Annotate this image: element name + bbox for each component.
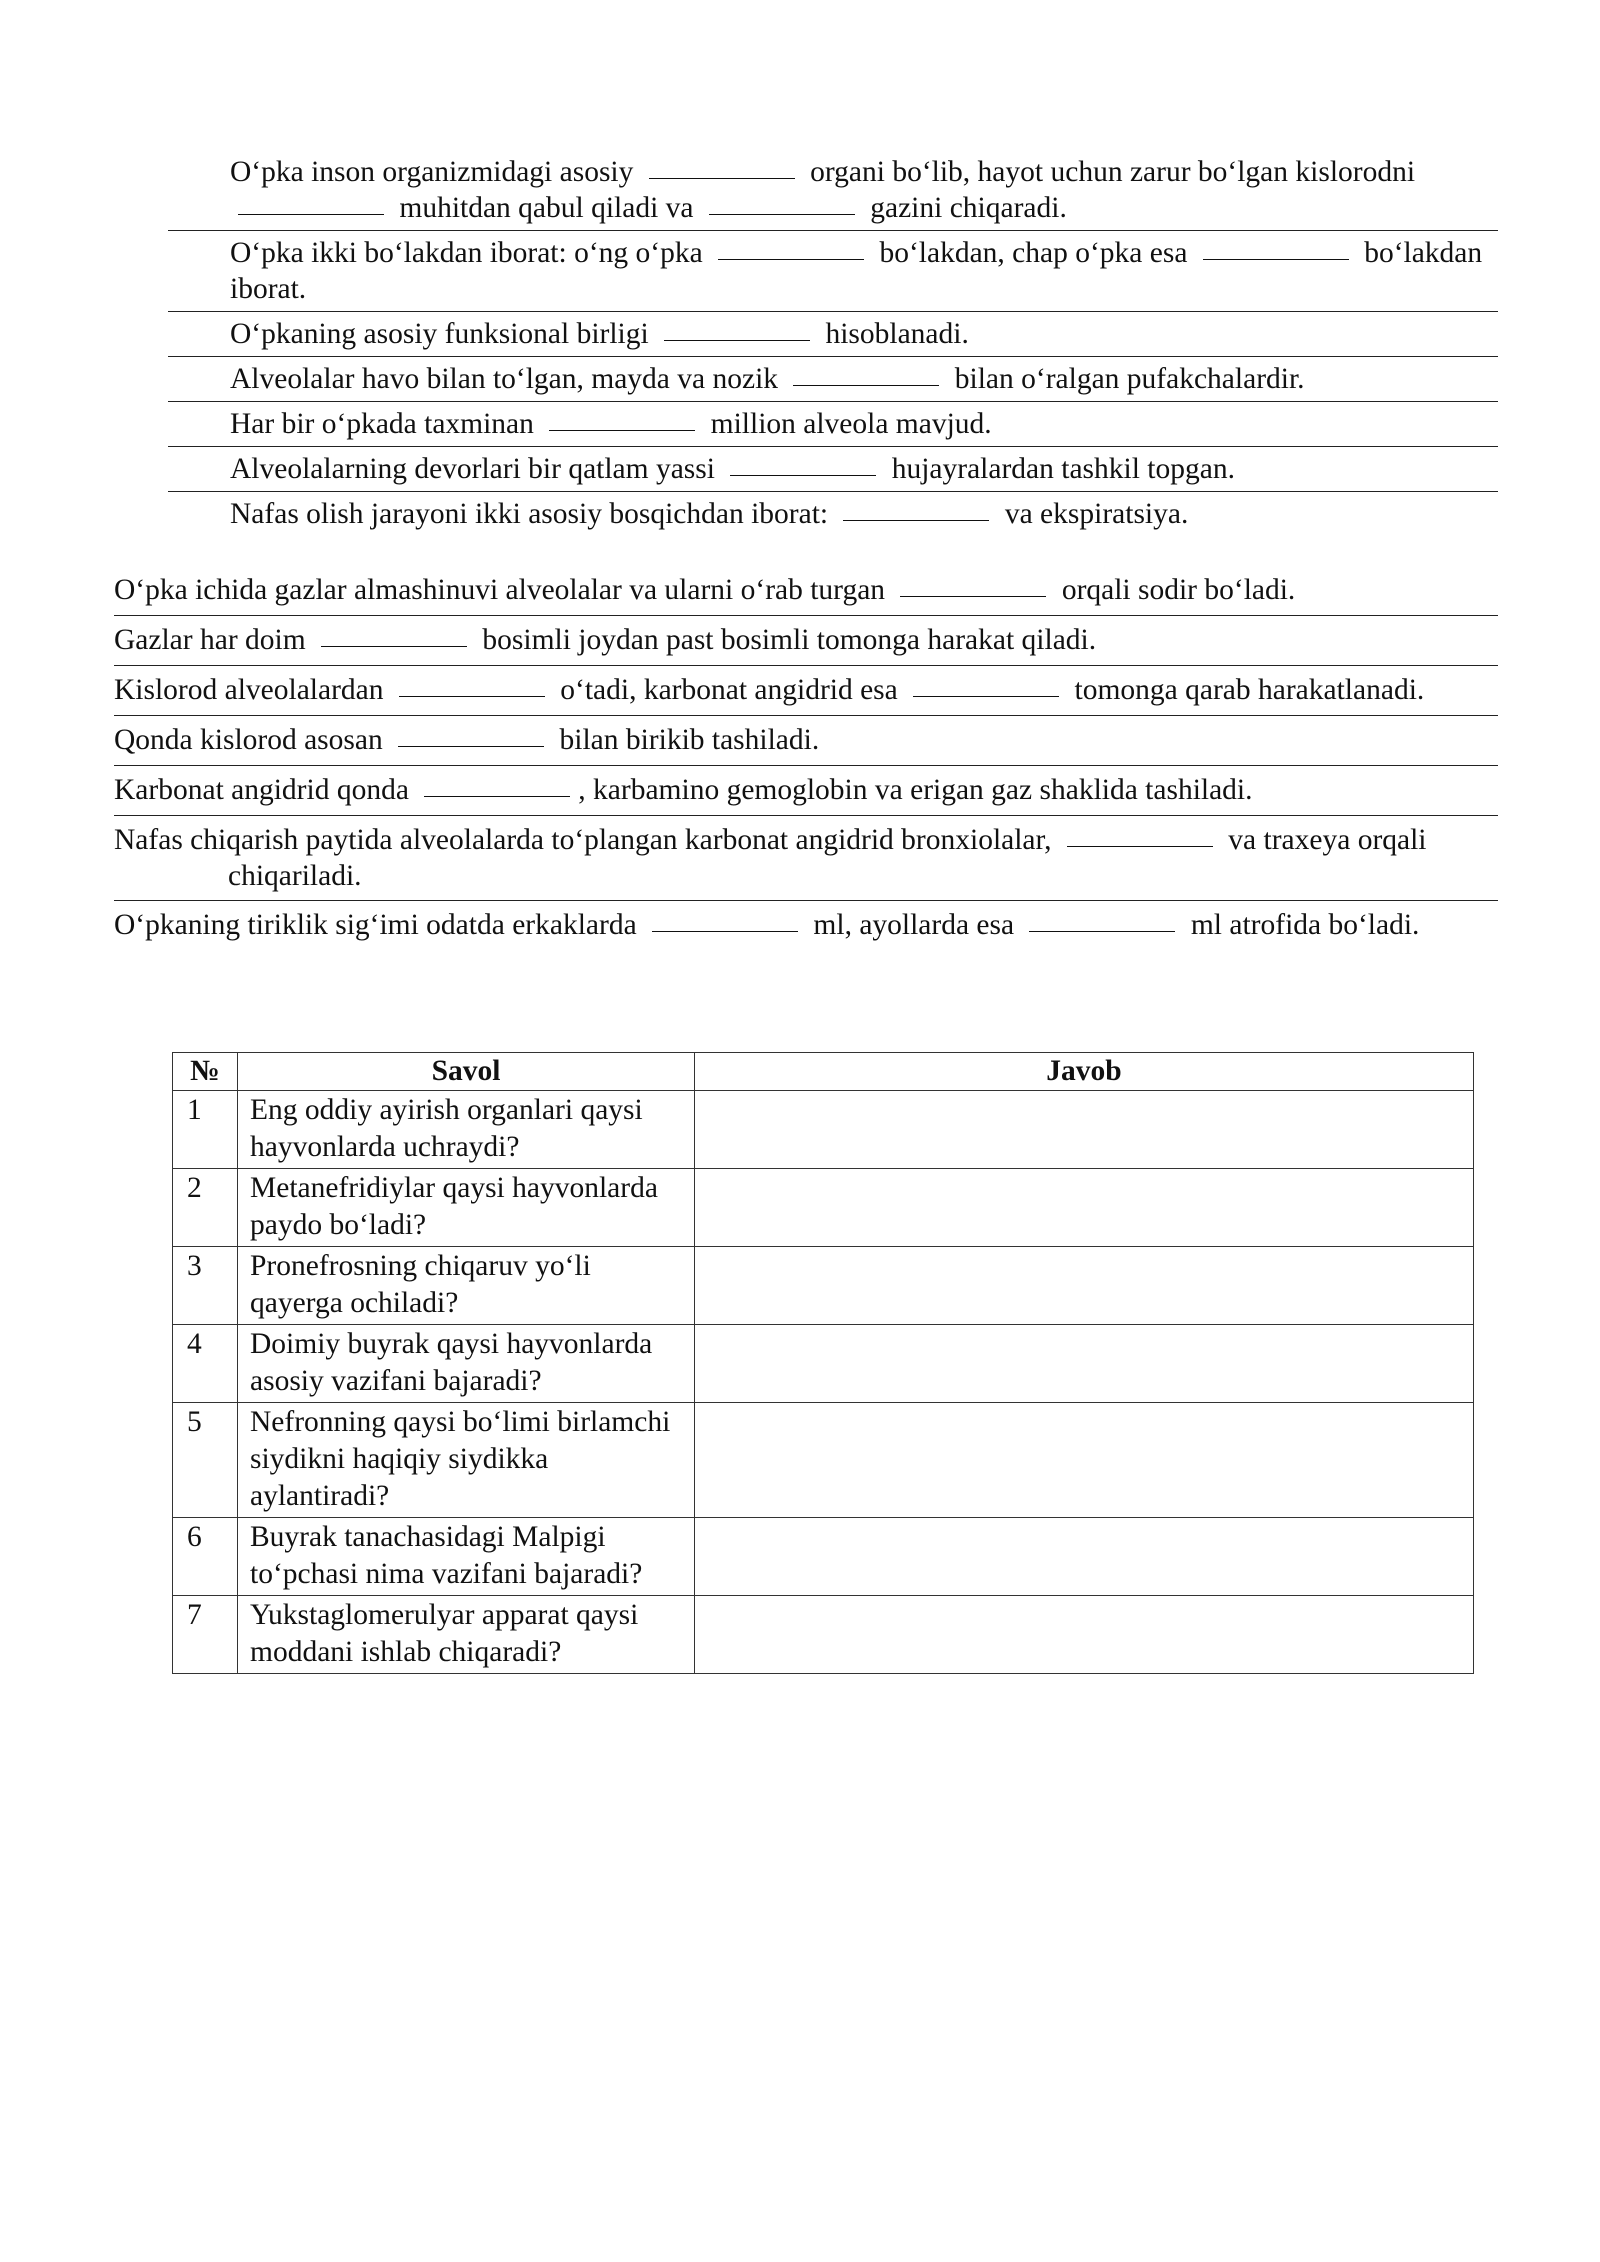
table-row — [173, 1325, 1474, 1403]
table-row — [173, 1596, 1474, 1674]
answer-blank[interactable] — [1029, 930, 1175, 932]
answer-cell[interactable] — [695, 1403, 1474, 1518]
row-number: 4 — [173, 1325, 238, 1403]
row-number: 3 — [173, 1247, 238, 1325]
column-header-answer: Javob — [695, 1053, 1474, 1091]
question-cell: Yukstaglomerulyar apparat qaysi moddani ishlab chiqaradi? — [238, 1596, 695, 1674]
answer-blank[interactable] — [913, 695, 1059, 697]
question-cell: Buyrak tanachasidagi Malpigi to‘pchasi nima vazifani bajaradi? — [238, 1518, 695, 1596]
answer-blank[interactable] — [900, 595, 1046, 597]
fill-in-item: Nafas olish jarayoni ikki asosiy bosqichdan iborat: va ekspiratsiya. — [230, 498, 1189, 530]
answer-blank[interactable] — [1203, 258, 1349, 260]
column-header-question: Savol — [238, 1053, 695, 1091]
question-cell: Nefronning qaysi bo‘limi birlamchi siydikni haqiqiy siydikka aylantiradi? — [238, 1403, 695, 1518]
question-cell: Eng oddiy ayirish organlari qaysi hayvonlarda uchraydi? — [238, 1091, 695, 1169]
table-row — [173, 1169, 1474, 1247]
answer-blank[interactable] — [549, 429, 695, 431]
answer-cell[interactable] — [695, 1169, 1474, 1247]
table-row — [173, 1247, 1474, 1325]
question-answer-table — [172, 1052, 1474, 1674]
answer-blank[interactable] — [1067, 845, 1213, 847]
fill-in-item: Nafas chiqarish paytida alveolalarda to‘plangan karbonat angidrid bronxiolalar, va traxeya orqali chiqariladi. — [114, 816, 1498, 901]
answer-cell[interactable] — [695, 1091, 1474, 1169]
answer-blank[interactable] — [793, 384, 939, 386]
table-row — [173, 1518, 1474, 1596]
answer-blank[interactable] — [718, 258, 864, 260]
answer-blank[interactable] — [424, 795, 570, 797]
fill-in-section-2 — [114, 566, 1498, 951]
answer-blank[interactable] — [652, 930, 798, 932]
fill-in-item: O‘pka ichida gazlar almashinuvi alveolalar va ularni o‘rab turgan orqali sodir bo‘ladi. — [114, 566, 1498, 616]
column-header-number: № — [173, 1053, 238, 1091]
answer-blank[interactable] — [664, 339, 810, 341]
fill-in-item: O‘pka inson organizmidagi asosiy organi bo‘lib, hayot uchun zarur bo‘lgan kislorodni muhitdan qabul qiladi va gazini chiqaradi. — [168, 150, 1498, 231]
fill-in-section-1 — [168, 150, 1498, 536]
answer-blank[interactable] — [238, 213, 384, 215]
fill-in-item: Kislorod alveolalardan o‘tadi, karbonat angidrid esa tomonga qarab harakatlanadi. — [114, 666, 1498, 716]
answer-cell[interactable] — [695, 1596, 1474, 1674]
table-row — [173, 1403, 1474, 1518]
question-cell: Pronefrosning chiqaruv yo‘li qayerga ochiladi? — [238, 1247, 695, 1325]
fill-in-item: Qonda kislorod asosan bilan birikib tashiladi. — [114, 716, 1498, 766]
answer-blank[interactable] — [730, 474, 876, 476]
fill-in-item: Karbonat angidrid qonda , karbamino gemoglobin va erigan gaz shaklida tashiladi. — [114, 766, 1498, 816]
answer-cell[interactable] — [695, 1518, 1474, 1596]
answer-blank[interactable] — [649, 177, 795, 179]
row-number: 1 — [173, 1091, 238, 1169]
fill-in-item: O‘pkaning tiriklik sig‘imi odatda erkaklarda ml, ayollarda esa ml atrofida bo‘ladi. — [114, 909, 1420, 941]
fill-in-item: Har bir o‘pkada taxminan million alveola mavjud. — [168, 402, 1498, 447]
row-number: 6 — [173, 1518, 238, 1596]
row-number: 7 — [173, 1596, 238, 1674]
answer-blank[interactable] — [843, 519, 989, 521]
row-number: 2 — [173, 1169, 238, 1247]
row-number: 5 — [173, 1403, 238, 1518]
answer-cell[interactable] — [695, 1325, 1474, 1403]
table-header-row — [173, 1053, 1474, 1091]
answer-blank[interactable] — [399, 695, 545, 697]
answer-cell[interactable] — [695, 1247, 1474, 1325]
answer-blank[interactable] — [321, 645, 467, 647]
question-cell: Doimiy buyrak qaysi hayvonlarda asosiy vazifani bajaradi? — [238, 1325, 695, 1403]
question-cell: Metanefridiylar qaysi hayvonlarda paydo bo‘ladi? — [238, 1169, 695, 1247]
fill-in-item: O‘pkaning asosiy funksional birligi hisoblanadi. — [168, 312, 1498, 357]
table-row — [173, 1091, 1474, 1169]
fill-in-item: Alveolalar havo bilan to‘lgan, mayda va nozik bilan o‘ralgan pufakchalardir. — [168, 357, 1498, 402]
fill-in-item: O‘pka ikki bo‘lakdan iborat: o‘ng o‘pka bo‘lakdan, chap o‘pka esa bo‘lakdan iborat. — [168, 231, 1498, 312]
fill-in-item: Alveolalarning devorlari bir qatlam yassi hujayralardan tashkil topgan. — [168, 447, 1498, 492]
fill-in-item: Gazlar har doim bosimli joydan past bosimli tomonga harakat qiladi. — [114, 616, 1498, 666]
answer-blank[interactable] — [709, 213, 855, 215]
answer-blank[interactable] — [398, 745, 544, 747]
